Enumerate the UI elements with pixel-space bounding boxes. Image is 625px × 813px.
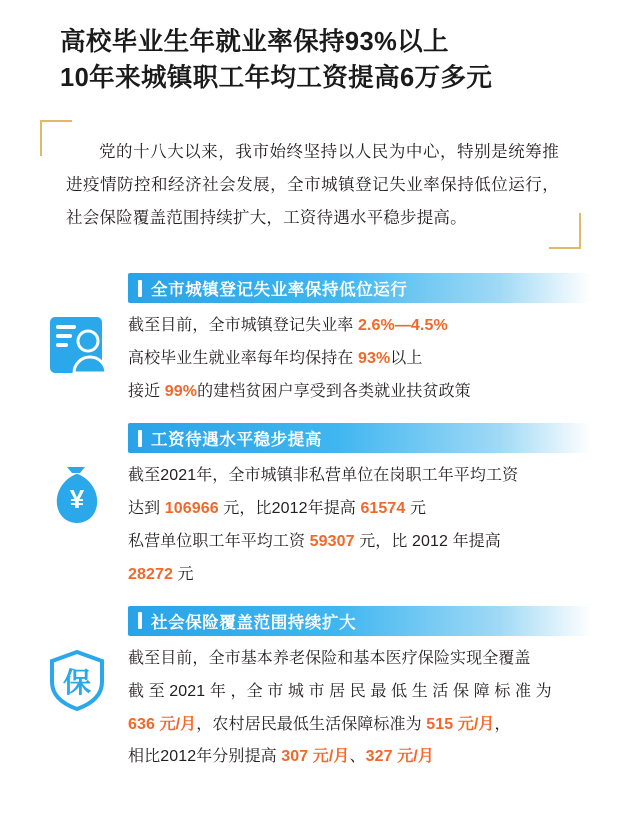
stat-rural-increase: 327 元/月 — [365, 748, 434, 766]
money-bag-yuan-icon — [46, 461, 114, 529]
id-card-person-icon — [46, 311, 114, 379]
bracket-bottom-right-decoration — [549, 213, 581, 249]
title-line-1: 高校毕业生年就业率保持93%以上 — [60, 28, 449, 56]
section-2-body — [128, 463, 591, 588]
section-3-line-1: 截至目前，全市基本养老保险和基本医疗保险实现全覆盖 — [128, 649, 531, 667]
stat-urban-increase: 307 元/月 — [281, 748, 350, 766]
section-1-heading — [128, 273, 591, 303]
section-1-body — [128, 313, 591, 405]
section-2-line-3: 私营单位职工年平均工资 59307 元，比 2012 年提高 — [128, 532, 501, 550]
svg-text:¥: ¥ — [69, 484, 85, 515]
section-3-body — [128, 646, 591, 771]
section-2-heading-text: 工资待遇水平稳步提高 — [151, 431, 322, 450]
section-wage-level — [40, 423, 591, 588]
section-3-line-3: 636 元/月，农村居民最低生活保障标准为 515 元/月， — [128, 715, 511, 733]
section-employment-rate — [40, 273, 591, 405]
lead-paragraph-block — [40, 120, 581, 249]
stat-rural-minimum-living: 515 元/月 — [426, 715, 495, 733]
section-3-line-4: 相比2012年分别提高 307 元/月、327 元/月 — [128, 748, 434, 766]
section-2-heading — [128, 423, 591, 453]
section-social-insurance — [40, 606, 591, 771]
section-1-line-1: 截至目前，全市城镇登记失业率 2.6%—4.5% — [128, 317, 448, 335]
stat-urban-minimum-living: 636 元/月 — [128, 715, 197, 733]
section-2-line-2: 达到 106966 元，比2012年提高 61574 元 — [128, 500, 427, 518]
section-1-line-3: 接近 99%的建档贫困户享受到各类就业扶贫政策 — [128, 383, 471, 401]
section-2-line-4: 28272 元 — [128, 565, 194, 583]
svg-text:保: 保 — [62, 666, 92, 698]
stat-private-wage: 59307 — [309, 532, 355, 550]
page-title — [0, 0, 625, 96]
section-2-line-1: 截至2021年，全市城镇非私营单位在岗职工年平均工资 — [128, 467, 519, 485]
heading-bar-decoration — [138, 430, 142, 447]
stat-nonprivate-wage: 106966 — [164, 500, 219, 518]
stat-private-increase: 28272 — [128, 565, 173, 583]
stat-unemployment-range: 2.6%—4.5% — [357, 317, 448, 335]
section-1-heading-text: 全市城镇登记失业率保持低位运行 — [151, 281, 408, 300]
section-3-heading-text: 社会保险覆盖范围持续扩大 — [151, 613, 357, 632]
stat-nonprivate-increase: 61574 — [360, 500, 406, 518]
title-line-2: 10年来城镇职工年均工资提高6万多元 — [60, 64, 493, 93]
lead-paragraph-text: 党的十八大以来，我市始终坚持以人民为中心，特别是统筹推进疫情防控和经济社会发展，全市城镇登记失业率保持低位运行，社会保险覆盖范围持续扩大，工资待遇水平稳步提高。 — [66, 143, 559, 228]
section-1-line-2: 高校毕业生就业率每年均保持在 93%以上 — [128, 350, 423, 368]
section-3-line-2: 截 至 2021 年 ，全 市 城 市 居 民 最 低 生 活 保 障 标 准 为 — [128, 682, 552, 700]
heading-bar-decoration — [138, 280, 142, 297]
stat-poverty-coverage: 99% — [164, 383, 198, 401]
bracket-top-left-decoration — [40, 120, 72, 156]
shield-bao-icon — [46, 646, 114, 714]
stat-graduate-employment: 93% — [357, 350, 391, 368]
heading-bar-decoration — [138, 612, 142, 629]
section-3-heading — [128, 606, 591, 636]
